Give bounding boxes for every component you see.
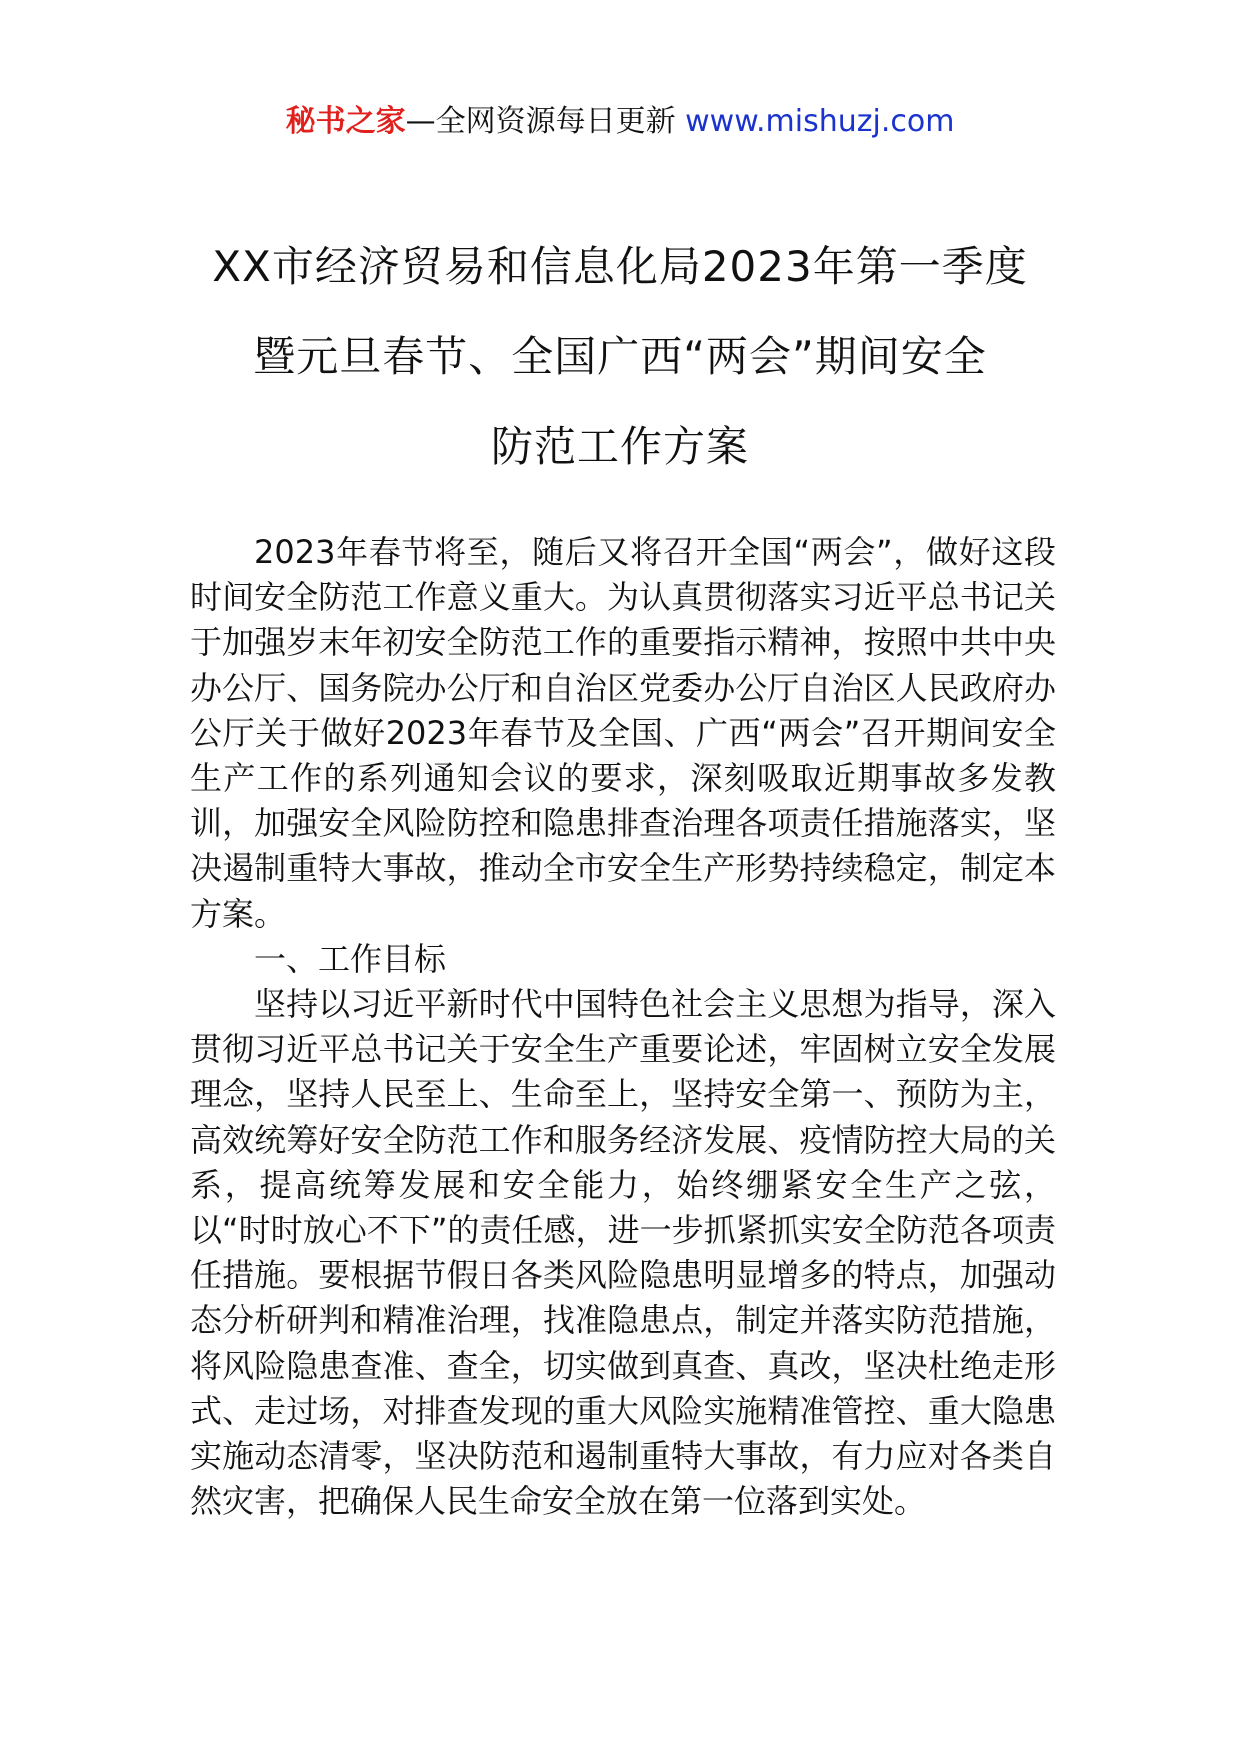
work-goals-paragraph: 坚持以习近平新时代中国特色社会主义思想为指导，深入贯彻习近平总书记关于安全生产重要论述，牢固树立安全发展理念，坚持人民至上、生命至上，坚持安全第一、预防为主，高效统筹好安全防范工作和服务经济发展、疫情防控大局的关系，提高统筹发展和安全能力，始终绷紧安全生产之弦，以“时时放心不下”的责任感，进一步抓紧抓实安全防范各项责任措施。要根据节假日各类风险隐患明显增多的特点，加强动态分析研判和精准治理，找准隐患点，制定并落实防范措施，将风险隐患查准、查全，切实做到真查、真改，坚决杜绝走形式、走过场，对排查发现的重大风险实施精准管控、重大隐患实施动态清零，坚决防范和遏制重特大事故，有力应对各类自然灾害，把确保人民生命安全放在第一位落到实处。 bbox=[190, 985, 1056, 1521]
site-header bbox=[0, 100, 1240, 144]
brand-name: 秘书之家 bbox=[285, 104, 406, 139]
site-url-link[interactable]: www.mishuzj.com bbox=[685, 104, 955, 139]
section-heading-work-goals: 一、工作目标 bbox=[254, 939, 447, 978]
header-slogan: —全网资源每日更新 bbox=[405, 104, 676, 139]
title-line-2: 暨元旦春节、全国广西“两会”期间安全 bbox=[253, 332, 987, 381]
document-title bbox=[150, 222, 1090, 492]
document-body bbox=[190, 530, 1056, 1524]
title-line-1: XX市经济贸易和信息化局2023年第一季度 bbox=[212, 242, 1028, 291]
intro-paragraph: 2023年春节将至，随后又将召开全国“两会”，做好这段时间安全防范工作意义重大。为认真贯彻落实习近平总书记关于加强岁末年初安全防范工作的重要指示精神，按照中共中央办公厅、国务院办公厅和自治区党委办公厅自治区人民政府办公厅关于做好2023年春节及全国、广西“两会”召开期间安全生产工作的系列通知会议的要求，深刻吸取近期事故多发教训，加强安全风险防控和隐患排查治理各项责任措施落实，坚决遏制重特大事故，推动全市安全生产形势持续稳定，制定本方案。 bbox=[190, 533, 1056, 933]
title-line-3: 防范工作方案 bbox=[490, 422, 749, 471]
